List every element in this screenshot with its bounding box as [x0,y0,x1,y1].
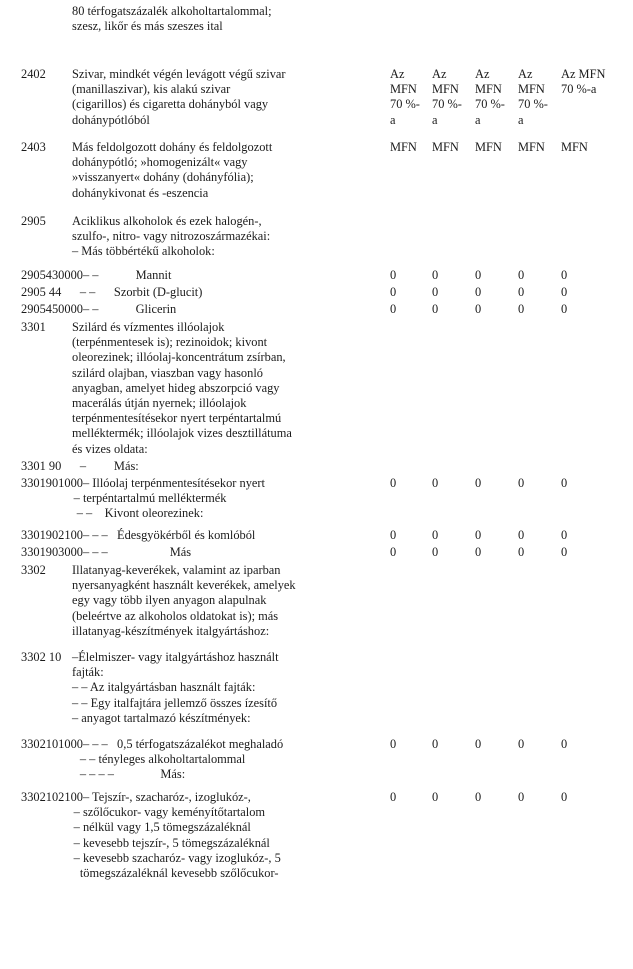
rate-col-5: Az MFN 70 %-a [561,67,606,97]
tariff-code: 2403 [21,140,46,154]
tariff-code: 2905450000– – Glicerin [21,302,177,316]
tariff-code: 3301902100– – – Édesgyökérből és komlóból [21,528,256,542]
rate-col-4: 0 [518,302,525,316]
tariff-description: Szilárd és vízmentes illóolajok (terpénmentesek is); rezinoidok; kivont oleorezinek; illóolaj-koncentrátum zsírban, szilárd olajban, viaszban vagy hasonló anyagban, amelyet hideg abszorpció vagy macerálás útján nyernek; illóolajok terpénmentesítésekor nyert terpéntartalmú melléktermék; illóolajok vizes desztillátuma és vizes oldata: [72,320,292,456]
tariff-code: 3302 10 [21,650,62,664]
rate-col-2: 0 [432,737,439,751]
rate-col-4: 0 [518,476,525,490]
tariff-code: 2905 44 – – Szorbit (D-glucit) [21,285,203,299]
rate-col-1: 0 [390,545,397,559]
rate-col-5: 0 [561,285,568,299]
rate-col-2: 0 [432,528,439,542]
tariff-code: 2905 [21,214,46,228]
tariff-code: 2905430000– – Mannit [21,268,172,282]
rate-col-2: MFN [432,140,459,154]
rate-col-4: 0 [518,790,525,804]
rate-col-3: Az MFN 70 %- a [475,67,505,127]
rate-col-5: 0 [561,302,568,316]
rate-col-5: 0 [561,790,568,804]
rate-col-5: 0 [561,545,568,559]
tariff-description: Más feldolgozott dohány és feldolgozott dohánypótló; »homogenizált« vagy »visszanyert« dohány (dohányfólia); dohánykivonat és -eszencia [72,140,273,200]
tariff-description: Szivar, mindkét végén levágott végű szivar (manillaszivar), kis alakú szivar (cigarillos) és cigaretta dohányból vagy dohánypótlóból [72,67,286,127]
tariff-code: 2402 [21,67,46,81]
rate-col-2: 0 [432,476,439,490]
rate-col-2: 0 [432,545,439,559]
tariff-code: 3301901000– Illóolaj terpénmentesítésekor nyert – terpéntartalmú melléktermék – – Kivont oleorezinek: [21,476,265,521]
rate-col-4: 0 [518,737,525,751]
rate-col-1: 0 [390,268,397,282]
rate-col-2: Az MFN 70 %- a [432,67,462,127]
rate-col-4: 0 [518,545,525,559]
rate-col-3: 0 [475,737,482,751]
rate-col-4: Az MFN 70 %- a [518,67,548,127]
rate-col-1: 0 [390,476,397,490]
rate-col-4: MFN [518,140,545,154]
rate-col-1: 0 [390,790,397,804]
rate-col-1: 0 [390,302,397,316]
rate-col-3: 0 [475,302,482,316]
rate-col-5: 0 [561,268,568,282]
rate-col-5: MFN [561,140,588,154]
rate-col-3: 0 [475,790,482,804]
rate-col-1: 0 [390,285,397,299]
rate-col-4: 0 [518,528,525,542]
rate-col-3: 0 [475,545,482,559]
rate-col-5: 0 [561,528,568,542]
tariff-code: 3302102100– Tejszír-, szacharóz-, izoglukóz-, – szőlőcukor- vagy keményítőtartalom – nélkül vagy 1,5 tömegszázaléknál – kevesebb tejszír-, 5 tömegszázaléknál – kevesebb szacharóz- vagy izoglukóz-, 5 tömegszázaléknál kevesebb szőlőcukor- [21,790,281,881]
rate-col-2: 0 [432,790,439,804]
rate-col-4: 0 [518,285,525,299]
rate-col-3: 0 [475,476,482,490]
rate-col-4: 0 [518,268,525,282]
tariff-description: Illatanyag-keverékek, valamint az iparban nyersanyagként használt keverékek, amelyek egy vagy több ilyen anyagon alapulnak (beleértve az alkoholos oldatokat is); más illatanyag-készítmények italgyártáshoz: [72,563,296,638]
rate-col-3: 0 [475,528,482,542]
rate-col-2: 0 [432,285,439,299]
rate-col-5: 0 [561,476,568,490]
rate-col-2: 0 [432,302,439,316]
tariff-code: 3302101000– – – 0,5 térfogatszázalékot meghaladó – – tényleges alkoholtartalommal – – – – Más: [21,737,284,782]
tariff-description: –Élelmiszer- vagy italgyártáshoz használt fajták: – – Az italgyártásban használt fajták: – – Egy italfajtára jellemző összes ízesítő – anyagot tartalmazó készítmények: [72,650,279,725]
rate-col-5: 0 [561,737,568,751]
rate-col-2: 0 [432,268,439,282]
rate-col-3: 0 [475,285,482,299]
rate-col-3: MFN [475,140,502,154]
tariff-code: 3301 90 – Más: [21,459,139,473]
rate-col-1: Az MFN 70 %- a [390,67,420,127]
tariff-description: 80 térfogatszázalék alkoholtartalommal; szesz, likőr és más szeszes ital [72,4,272,34]
rate-col-3: 0 [475,268,482,282]
tariff-description: Aciklikus alkoholok és ezek halogén-, szulfo-, nitro- vagy nitrozoszármazékai: – Más többértékű alkoholok: [72,214,271,259]
tariff-code: 3301 [21,320,46,334]
rate-col-1: 0 [390,528,397,542]
rate-col-1: 0 [390,737,397,751]
rate-col-1: MFN [390,140,417,154]
tariff-code: 3302 [21,563,46,577]
tariff-code: 3301903000– – – Más [21,545,192,559]
